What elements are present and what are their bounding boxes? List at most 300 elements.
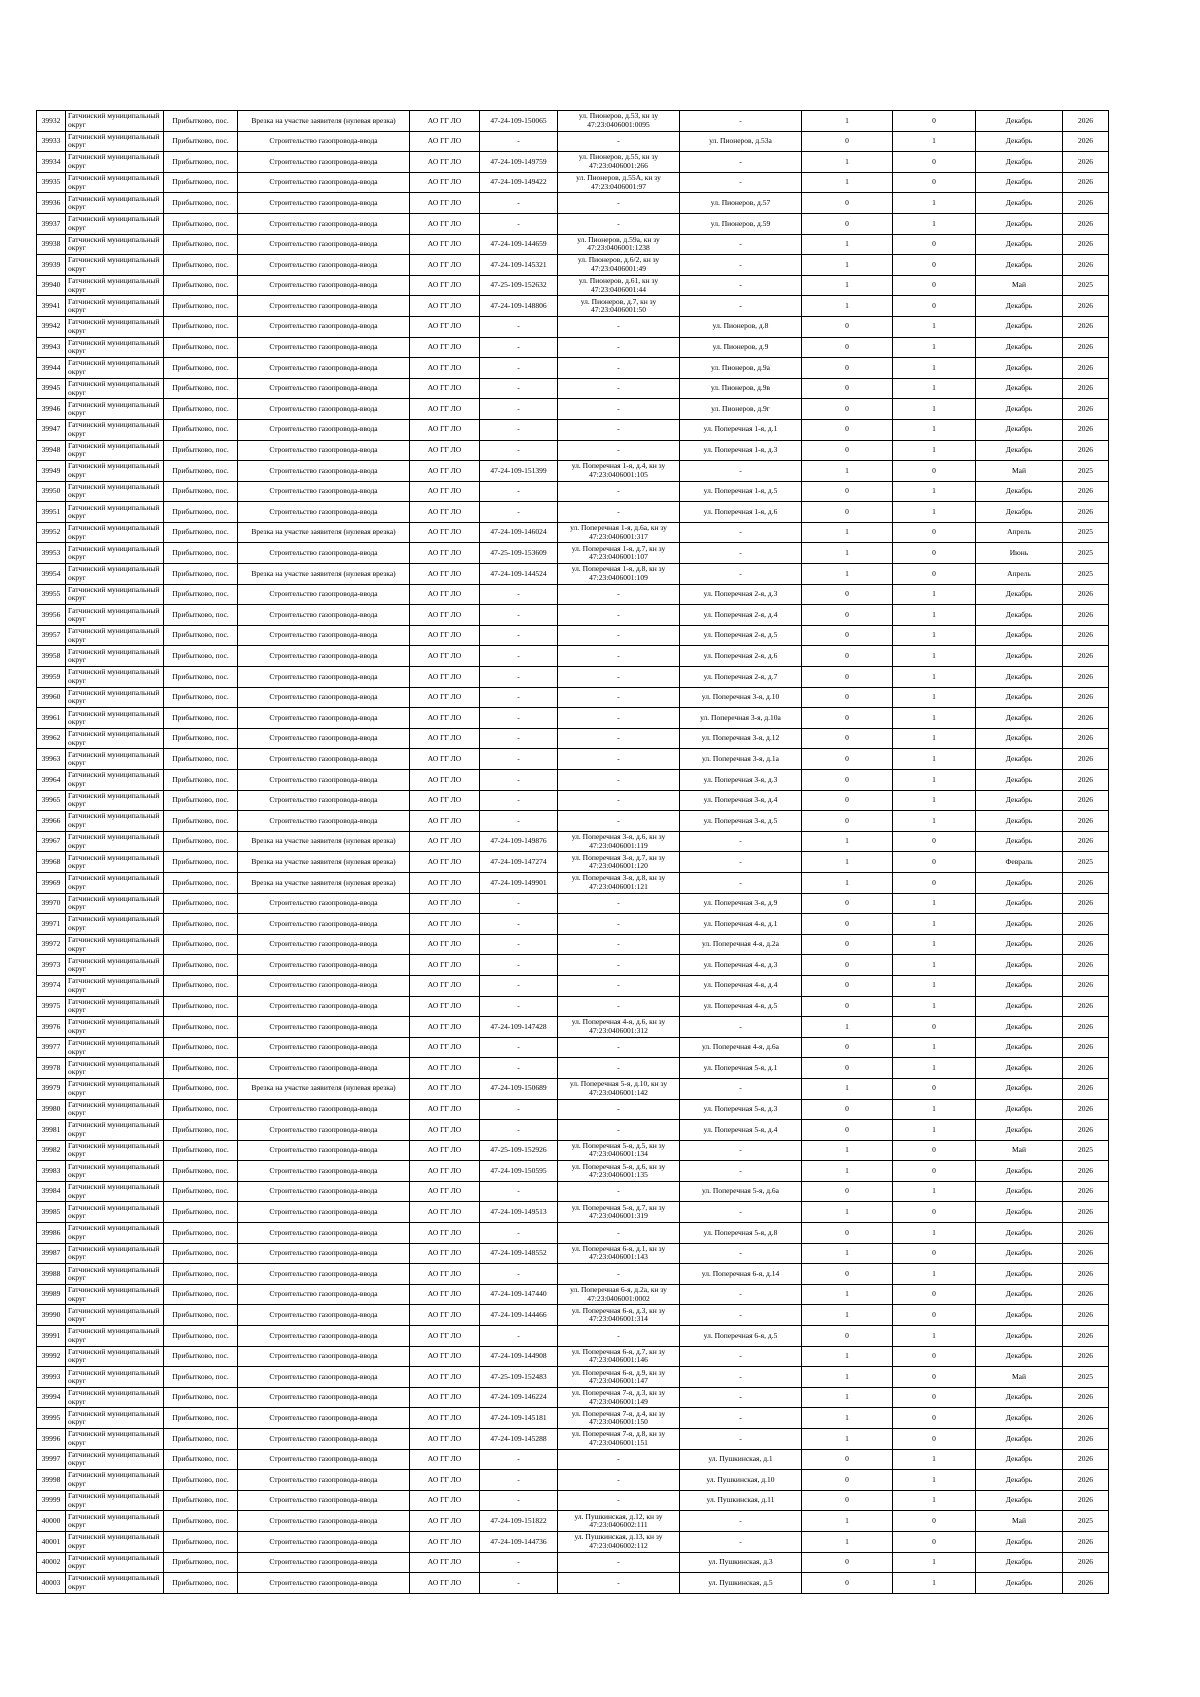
cell-row-number: 39990	[37, 1305, 66, 1326]
cell-application-number: -	[480, 605, 558, 626]
cell-address: -	[680, 1367, 802, 1388]
cell-organization: АО ГГ ЛО	[410, 358, 480, 379]
cell-value-b: 1	[893, 914, 976, 935]
cell-address: -	[680, 152, 802, 173]
cell-object-address: -	[558, 213, 680, 234]
cell-year: 2026	[1063, 1470, 1109, 1491]
cell-address: ул. Поперечная 6-я, д.14	[680, 1264, 802, 1285]
cell-object-address: -	[558, 1099, 680, 1120]
cell-address: ул. Поперечная 3-я, д.12	[680, 728, 802, 749]
cell-address: ул. Поперечная 3-я, д.9	[680, 893, 802, 914]
cell-year: 2026	[1063, 1326, 1109, 1347]
cell-district: Гатчинский муниципальный округ	[66, 1120, 164, 1141]
cell-locality: Прибытково, пос.	[164, 1037, 238, 1058]
cell-row-number: 39941	[37, 296, 66, 317]
cell-object-address: -	[558, 646, 680, 667]
cell-value-a: 1	[802, 1243, 893, 1264]
cell-value-b: 1	[893, 1449, 976, 1470]
cell-locality: Прибытково, пос.	[164, 1573, 238, 1594]
cell-row-number: 39952	[37, 522, 66, 543]
cell-address: ул. Пионеров, д.59	[680, 213, 802, 234]
cell-district: Гатчинский муниципальный округ	[66, 1284, 164, 1305]
cell-year: 2026	[1063, 1408, 1109, 1429]
cell-row-number: 39953	[37, 543, 66, 564]
cell-locality: Прибытково, пос.	[164, 790, 238, 811]
table-row	[37, 1511, 1161, 1532]
cell-district: Гатчинский муниципальный округ	[66, 337, 164, 358]
table-row	[37, 811, 1161, 832]
cell-object-address: ул. Поперечная 1-я, д.4, кн зу 47:23:0406001:105	[558, 461, 680, 482]
cell-locality: Прибытково, пос.	[164, 378, 238, 399]
cell-object-address: -	[558, 975, 680, 996]
table-row	[37, 872, 1161, 893]
cell-year: 2026	[1063, 605, 1109, 626]
cell-organization: АО ГГ ЛО	[410, 316, 480, 337]
cell-value-b: 1	[893, 131, 976, 152]
cell-row-number: 39998	[37, 1470, 66, 1491]
cell-value-b: 0	[893, 1408, 976, 1429]
cell-locality: Прибытково, пос.	[164, 1449, 238, 1470]
table-row	[37, 502, 1161, 523]
cell-object-address: -	[558, 419, 680, 440]
table-row	[37, 213, 1161, 234]
cell-application-number: -	[480, 1326, 558, 1347]
cell-month: Декабрь	[976, 1120, 1063, 1141]
cell-row-number: 39942	[37, 316, 66, 337]
cell-organization: АО ГГ ЛО	[410, 708, 480, 729]
cell-locality: Прибытково, пос.	[164, 1387, 238, 1408]
cell-district: Гатчинский муниципальный округ	[66, 646, 164, 667]
cell-address: -	[680, 275, 802, 296]
cell-address: ул. Пионеров, д.9г	[680, 399, 802, 420]
cell-value-b: 1	[893, 1223, 976, 1244]
cell-year: 2026	[1063, 316, 1109, 337]
cell-month: Декабрь	[976, 1429, 1063, 1450]
cell-application-number: -	[480, 481, 558, 502]
cell-month: Декабрь	[976, 1161, 1063, 1182]
cell-work-type: Строительство газопровода-ввода	[238, 996, 410, 1017]
cell-work-type: Врезка на участке заявителя (нулевая врезка)	[238, 564, 410, 585]
cell-row-number: 39938	[37, 234, 66, 255]
cell-value-a: 0	[802, 1223, 893, 1244]
cell-object-address: -	[558, 502, 680, 523]
cell-month: Май	[976, 461, 1063, 482]
cell-locality: Прибытково, пос.	[164, 1017, 238, 1038]
cell-organization: АО ГГ ЛО	[410, 1531, 480, 1552]
cell-application-number: -	[480, 749, 558, 770]
table-row	[37, 1284, 1161, 1305]
cell-organization: АО ГГ ЛО	[410, 1305, 480, 1326]
cell-application-number: -	[480, 378, 558, 399]
cell-organization: АО ГГ ЛО	[410, 852, 480, 873]
cell-address: ул. Поперечная 5-я, д.8	[680, 1223, 802, 1244]
cell-work-type: Строительство газопровода-ввода	[238, 255, 410, 276]
cell-application-number: -	[480, 770, 558, 791]
cell-month: Декабрь	[976, 1408, 1063, 1429]
cell-address: -	[680, 1387, 802, 1408]
table-row	[37, 955, 1161, 976]
cell-month: Декабрь	[976, 934, 1063, 955]
table-row	[37, 111, 1161, 132]
cell-organization: АО ГГ ЛО	[410, 831, 480, 852]
cell-year: 2026	[1063, 193, 1109, 214]
cell-year: 2026	[1063, 111, 1109, 132]
cell-locality: Прибытково, пос.	[164, 1531, 238, 1552]
cell-value-a: 1	[802, 1017, 893, 1038]
cell-locality: Прибытково, пос.	[164, 955, 238, 976]
cell-year: 2026	[1063, 1243, 1109, 1264]
cell-organization: АО ГГ ЛО	[410, 770, 480, 791]
cell-row-number: 39994	[37, 1387, 66, 1408]
cell-value-b: 0	[893, 1140, 976, 1161]
cell-month: Декабрь	[976, 646, 1063, 667]
cell-work-type: Строительство газопровода-ввода	[238, 790, 410, 811]
cell-district: Гатчинский муниципальный округ	[66, 358, 164, 379]
cell-value-b: 1	[893, 687, 976, 708]
cell-row-number: 39991	[37, 1326, 66, 1347]
cell-value-a: 1	[802, 1346, 893, 1367]
cell-value-b: 1	[893, 955, 976, 976]
cell-value-a: 1	[802, 1387, 893, 1408]
cell-row-number: 39967	[37, 831, 66, 852]
cell-value-b: 0	[893, 564, 976, 585]
cell-organization: АО ГГ ЛО	[410, 687, 480, 708]
cell-year: 2026	[1063, 378, 1109, 399]
cell-month: Декабрь	[976, 1573, 1063, 1594]
cell-district: Гатчинский муниципальный округ	[66, 584, 164, 605]
table-row	[37, 1202, 1161, 1223]
cell-organization: АО ГГ ЛО	[410, 1387, 480, 1408]
cell-organization: АО ГГ ЛО	[410, 584, 480, 605]
cell-work-type: Строительство газопровода-ввода	[238, 1202, 410, 1223]
cell-object-address: ул. Поперечная 6-я, д.3, кн зу 47:23:0406001:314	[558, 1305, 680, 1326]
cell-work-type: Строительство газопровода-ввода	[238, 893, 410, 914]
cell-application-number: -	[480, 1058, 558, 1079]
cell-value-b: 1	[893, 708, 976, 729]
cell-locality: Прибытково, пос.	[164, 893, 238, 914]
cell-object-address: -	[558, 1181, 680, 1202]
cell-value-b: 1	[893, 728, 976, 749]
cell-address: ул. Поперечная 5-я, д.4	[680, 1120, 802, 1141]
cell-address: ул. Поперечная 4-я, д.4	[680, 975, 802, 996]
cell-row-number: 39950	[37, 481, 66, 502]
cell-application-number: 47-24-109-151822	[480, 1511, 558, 1532]
cell-application-number: 47-24-109-150689	[480, 1078, 558, 1099]
cell-value-b: 0	[893, 831, 976, 852]
cell-row-number: 39959	[37, 667, 66, 688]
cell-district: Гатчинский муниципальный округ	[66, 1161, 164, 1182]
cell-locality: Прибытково, пос.	[164, 296, 238, 317]
cell-district: Гатчинский муниципальный округ	[66, 749, 164, 770]
cell-work-type: Строительство газопровода-ввода	[238, 193, 410, 214]
cell-application-number: 47-24-109-147428	[480, 1017, 558, 1038]
cell-application-number: -	[480, 1573, 558, 1594]
table-row	[37, 131, 1161, 152]
cell-value-b: 1	[893, 1490, 976, 1511]
table-row	[37, 172, 1161, 193]
cell-district: Гатчинский муниципальный округ	[66, 914, 164, 935]
cell-month: Декабрь	[976, 358, 1063, 379]
cell-work-type: Строительство газопровода-ввода	[238, 770, 410, 791]
cell-row-number: 39975	[37, 996, 66, 1017]
cell-address: -	[680, 1511, 802, 1532]
cell-value-a: 0	[802, 1552, 893, 1573]
cell-value-b: 0	[893, 234, 976, 255]
cell-row-number: 39949	[37, 461, 66, 482]
cell-row-number: 39995	[37, 1408, 66, 1429]
cell-locality: Прибытково, пос.	[164, 1140, 238, 1161]
cell-locality: Прибытково, пос.	[164, 584, 238, 605]
cell-organization: АО ГГ ЛО	[410, 1223, 480, 1244]
cell-application-number: 47-24-109-146224	[480, 1387, 558, 1408]
cell-district: Гатчинский муниципальный округ	[66, 1305, 164, 1326]
cell-work-type: Строительство газопровода-ввода	[238, 955, 410, 976]
cell-object-address: -	[558, 1470, 680, 1491]
cell-work-type: Строительство газопровода-ввода	[238, 687, 410, 708]
cell-value-b: 0	[893, 1531, 976, 1552]
cell-month: Декабрь	[976, 728, 1063, 749]
cell-year: 2026	[1063, 1120, 1109, 1141]
cell-row-number: 39970	[37, 893, 66, 914]
cell-value-a: 0	[802, 790, 893, 811]
cell-locality: Прибытково, пос.	[164, 1305, 238, 1326]
cell-work-type: Строительство газопровода-ввода	[238, 399, 410, 420]
cell-organization: АО ГГ ЛО	[410, 522, 480, 543]
cell-work-type: Строительство газопровода-ввода	[238, 213, 410, 234]
cell-work-type: Строительство газопровода-ввода	[238, 1490, 410, 1511]
table-row	[37, 914, 1161, 935]
cell-address: ул. Поперечная 4-я, д.1	[680, 914, 802, 935]
cell-object-address: ул. Поперечная 5-я, д.10, кн зу 47:23:0406001:142	[558, 1078, 680, 1099]
cell-address: -	[680, 831, 802, 852]
cell-application-number: 47-24-109-149876	[480, 831, 558, 852]
cell-district: Гатчинский муниципальный округ	[66, 934, 164, 955]
cell-value-b: 1	[893, 440, 976, 461]
cell-value-a: 0	[802, 193, 893, 214]
cell-locality: Прибытково, пос.	[164, 811, 238, 832]
cell-organization: АО ГГ ЛО	[410, 564, 480, 585]
cell-organization: АО ГГ ЛО	[410, 1202, 480, 1223]
cell-locality: Прибытково, пос.	[164, 975, 238, 996]
cell-organization: АО ГГ ЛО	[410, 728, 480, 749]
cell-year: 2026	[1063, 975, 1109, 996]
table-row	[37, 419, 1161, 440]
table-body	[37, 111, 1161, 1594]
cell-value-b: 1	[893, 1181, 976, 1202]
table-row	[37, 1449, 1161, 1470]
cell-object-address: -	[558, 378, 680, 399]
cell-address: -	[680, 296, 802, 317]
cell-row-number: 39957	[37, 625, 66, 646]
cell-application-number: 47-24-109-145288	[480, 1429, 558, 1450]
cell-object-address: -	[558, 440, 680, 461]
cell-work-type: Строительство газопровода-ввода	[238, 708, 410, 729]
cell-locality: Прибытково, пос.	[164, 481, 238, 502]
cell-year: 2026	[1063, 687, 1109, 708]
cell-district: Гатчинский муниципальный округ	[66, 831, 164, 852]
cell-locality: Прибытково, пос.	[164, 1202, 238, 1223]
cell-month: Декабрь	[976, 749, 1063, 770]
cell-month: Декабрь	[976, 584, 1063, 605]
cell-month: Декабрь	[976, 234, 1063, 255]
cell-address: ул. Пионеров, д.9а	[680, 358, 802, 379]
cell-address: -	[680, 1202, 802, 1223]
cell-row-number: 39963	[37, 749, 66, 770]
cell-application-number: -	[480, 955, 558, 976]
cell-object-address: -	[558, 584, 680, 605]
cell-work-type: Строительство газопровода-ввода	[238, 975, 410, 996]
cell-row-number: 39936	[37, 193, 66, 214]
cell-district: Гатчинский муниципальный округ	[66, 522, 164, 543]
cell-address: ул. Пушкинская, д.5	[680, 1573, 802, 1594]
cell-row-number: 39932	[37, 111, 66, 132]
cell-work-type: Врезка на участке заявителя (нулевая врезка)	[238, 522, 410, 543]
table-row	[37, 193, 1161, 214]
cell-object-address: -	[558, 1490, 680, 1511]
cell-object-address: ул. Пионеров, д.55А, кн зу 47:23:0406001:97	[558, 172, 680, 193]
table-row	[37, 708, 1161, 729]
cell-month: Декабрь	[976, 708, 1063, 729]
cell-object-address: -	[558, 1223, 680, 1244]
table-row	[37, 1305, 1161, 1326]
cell-address: ул. Поперечная 1-я, д.3	[680, 440, 802, 461]
cell-district: Гатчинский муниципальный округ	[66, 461, 164, 482]
cell-address: ул. Пушкинская, д.3	[680, 1552, 802, 1573]
cell-month: Декабрь	[976, 1037, 1063, 1058]
cell-organization: АО ГГ ЛО	[410, 1511, 480, 1532]
cell-month: Апрель	[976, 564, 1063, 585]
cell-value-b: 1	[893, 667, 976, 688]
cell-work-type: Строительство газопровода-ввода	[238, 1511, 410, 1532]
cell-value-a: 0	[802, 893, 893, 914]
cell-application-number: -	[480, 131, 558, 152]
cell-month: Декабрь	[976, 1058, 1063, 1079]
cell-row-number: 39979	[37, 1078, 66, 1099]
cell-locality: Прибытково, пос.	[164, 1264, 238, 1285]
cell-year: 2026	[1063, 152, 1109, 173]
cell-organization: АО ГГ ЛО	[410, 1408, 480, 1429]
cell-year: 2026	[1063, 831, 1109, 852]
cell-organization: АО ГГ ЛО	[410, 1573, 480, 1594]
table-row	[37, 481, 1161, 502]
cell-work-type: Строительство газопровода-ввода	[238, 378, 410, 399]
cell-work-type: Врезка на участке заявителя (нулевая врезка)	[238, 852, 410, 873]
cell-object-address: -	[558, 728, 680, 749]
cell-address: -	[680, 111, 802, 132]
cell-value-a: 0	[802, 749, 893, 770]
cell-work-type: Строительство газопровода-ввода	[238, 1161, 410, 1182]
cell-object-address: -	[558, 1264, 680, 1285]
cell-value-b: 0	[893, 1017, 976, 1038]
cell-object-address: -	[558, 749, 680, 770]
cell-value-b: 1	[893, 996, 976, 1017]
cell-value-a: 0	[802, 728, 893, 749]
cell-locality: Прибытково, пос.	[164, 1429, 238, 1450]
cell-application-number: 47-24-109-149422	[480, 172, 558, 193]
cell-application-number: -	[480, 1099, 558, 1120]
cell-locality: Прибытково, пос.	[164, 872, 238, 893]
cell-value-b: 1	[893, 625, 976, 646]
cell-object-address: -	[558, 1037, 680, 1058]
cell-work-type: Строительство газопровода-ввода	[238, 1531, 410, 1552]
cell-organization: АО ГГ ЛО	[410, 172, 480, 193]
cell-organization: АО ГГ ЛО	[410, 337, 480, 358]
cell-application-number: -	[480, 625, 558, 646]
cell-application-number: -	[480, 708, 558, 729]
cell-locality: Прибытково, пос.	[164, 1346, 238, 1367]
cell-value-a: 1	[802, 1408, 893, 1429]
cell-address: ул. Поперечная 5-я, д.6а	[680, 1181, 802, 1202]
cell-district: Гатчинский муниципальный округ	[66, 1449, 164, 1470]
table-row	[37, 1017, 1161, 1038]
cell-value-a: 1	[802, 1140, 893, 1161]
cell-object-address: -	[558, 337, 680, 358]
cell-application-number: -	[480, 584, 558, 605]
table-row	[37, 275, 1161, 296]
cell-locality: Прибытково, пос.	[164, 316, 238, 337]
cell-value-a: 0	[802, 975, 893, 996]
cell-locality: Прибытково, пос.	[164, 255, 238, 276]
cell-locality: Прибытково, пос.	[164, 1552, 238, 1573]
cell-address: -	[680, 1161, 802, 1182]
cell-application-number: -	[480, 1552, 558, 1573]
cell-district: Гатчинский муниципальный округ	[66, 440, 164, 461]
cell-work-type: Строительство газопровода-ввода	[238, 1037, 410, 1058]
cell-district: Гатчинский муниципальный округ	[66, 275, 164, 296]
cell-month: Декабрь	[976, 213, 1063, 234]
cell-value-a: 0	[802, 934, 893, 955]
cell-address: ул. Поперечная 4-я, д.3	[680, 955, 802, 976]
cell-year: 2026	[1063, 234, 1109, 255]
table-row	[37, 790, 1161, 811]
table-row	[37, 1531, 1161, 1552]
cell-organization: АО ГГ ЛО	[410, 193, 480, 214]
cell-application-number: 47-24-109-149759	[480, 152, 558, 173]
cell-district: Гатчинский муниципальный округ	[66, 1511, 164, 1532]
cell-value-b: 1	[893, 1264, 976, 1285]
cell-address: -	[680, 1243, 802, 1264]
cell-district: Гатчинский муниципальный округ	[66, 152, 164, 173]
cell-application-number: 47-24-109-149901	[480, 872, 558, 893]
cell-work-type: Строительство газопровода-ввода	[238, 811, 410, 832]
cell-object-address: -	[558, 790, 680, 811]
cell-year: 2026	[1063, 1490, 1109, 1511]
cell-district: Гатчинский муниципальный округ	[66, 255, 164, 276]
cell-organization: АО ГГ ЛО	[410, 1058, 480, 1079]
table-row	[37, 152, 1161, 173]
cell-row-number: 39964	[37, 770, 66, 791]
cell-month: Декабрь	[976, 152, 1063, 173]
cell-value-a: 0	[802, 378, 893, 399]
cell-district: Гатчинский муниципальный округ	[66, 213, 164, 234]
cell-district: Гатчинский муниципальный округ	[66, 1326, 164, 1347]
cell-organization: АО ГГ ЛО	[410, 1490, 480, 1511]
cell-year: 2026	[1063, 1531, 1109, 1552]
cell-year: 2026	[1063, 1552, 1109, 1573]
cell-organization: АО ГГ ЛО	[410, 811, 480, 832]
cell-object-address: ул. Поперечная 6-я, д.9, кн зу 47:23:0406001:147	[558, 1367, 680, 1388]
cell-row-number: 39983	[37, 1161, 66, 1182]
cell-application-number: -	[480, 1223, 558, 1244]
cell-address: ул. Поперечная 3-я, д.10а	[680, 708, 802, 729]
table-row	[37, 1181, 1161, 1202]
cell-value-a: 1	[802, 111, 893, 132]
cell-month: Декабрь	[976, 502, 1063, 523]
cell-work-type: Строительство газопровода-ввода	[238, 1140, 410, 1161]
cell-month: Декабрь	[976, 1305, 1063, 1326]
cell-organization: АО ГГ ЛО	[410, 1078, 480, 1099]
cell-locality: Прибытково, пос.	[164, 852, 238, 873]
